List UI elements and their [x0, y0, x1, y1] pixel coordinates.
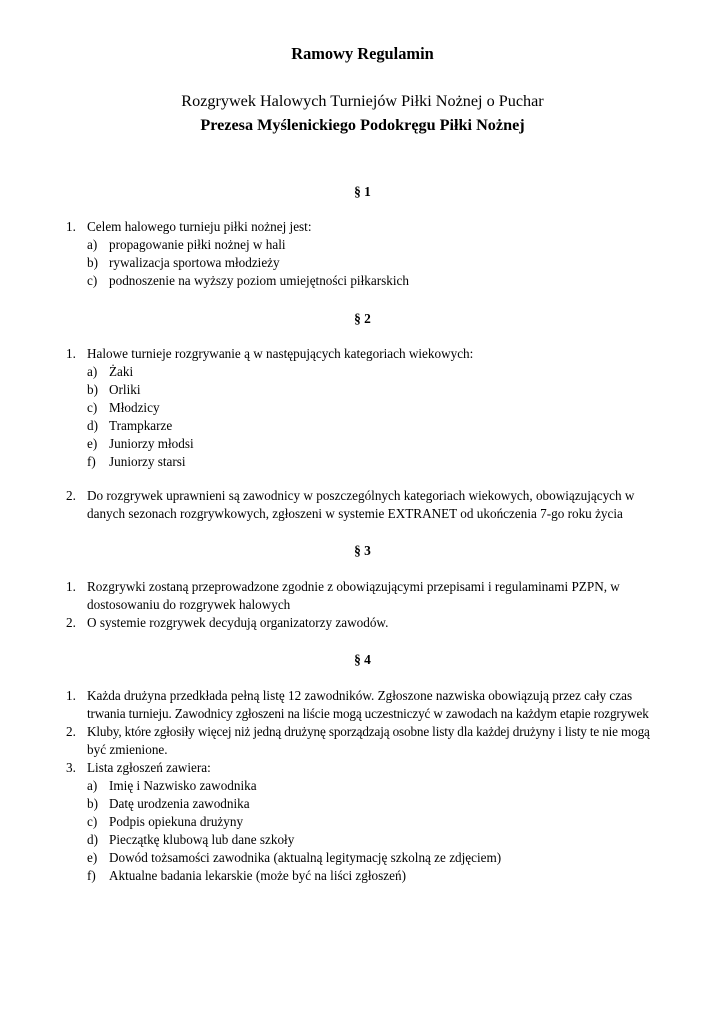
- sub-item-letter: b): [87, 796, 98, 811]
- sub-item-text: Orliki: [109, 382, 141, 397]
- sub-item-letter: b): [87, 382, 98, 397]
- item-text: Rozgrywki zostaną przeprowadzone zgodnie z obowiązującymi przepisami i regulaminami PZPN, w: [87, 579, 620, 594]
- section-heading-1: § 1: [354, 184, 371, 199]
- item-number: 1.: [66, 346, 76, 361]
- sub-item-text: podnoszenie na wyższy poziom umiejętności piłkarskich: [109, 273, 409, 288]
- sub-item-text: Młodzicy: [109, 400, 160, 415]
- sub-item-text: Juniorzy starsi: [109, 454, 186, 469]
- item-number: 2.: [66, 488, 76, 503]
- document-subtitle-line2: Prezesa Myślenickiego Podokręgu Piłki Nożnej: [200, 116, 525, 134]
- sub-item-letter: f): [87, 454, 96, 469]
- sub-item-text: Datę urodzenia zawodnika: [109, 796, 250, 811]
- item-text: trwania turnieju. Zawodnicy zgłoszeni na liście mogą uczestniczyć w zawodach na każdym etapie rozgrywek: [87, 706, 649, 721]
- sub-item-letter: b): [87, 255, 98, 270]
- sub-item-text: Żaki: [109, 364, 134, 379]
- item-number: 1.: [66, 688, 76, 703]
- sub-item-letter: d): [87, 832, 98, 847]
- sub-item-text: Podpis opiekuna drużyny: [109, 814, 244, 829]
- item-text: Do rozgrywek uprawnieni są zawodnicy w poszczególnych kategoriach wiekowych, obowiązujących w: [87, 488, 635, 503]
- sub-item-letter: c): [87, 400, 98, 415]
- item-number: 3.: [66, 760, 76, 775]
- sub-item-text: Dowód tożsamości zawodnika (aktualną legitymację szkolną ze zdjęciem): [109, 850, 502, 865]
- item-number: 1.: [66, 579, 76, 594]
- sub-item-letter: a): [87, 364, 98, 379]
- sub-item-text: Trampkarze: [109, 418, 173, 433]
- section-heading-3: § 3: [354, 543, 371, 558]
- section-heading-4: § 4: [354, 652, 371, 667]
- item-number: 2.: [66, 615, 76, 630]
- sub-item-letter: d): [87, 418, 98, 433]
- document-subtitle-line1: Rozgrywek Halowych Turniejów Piłki Nożnej o Puchar: [181, 92, 544, 110]
- sub-item-text: propagowanie piłki nożnej w hali: [109, 237, 286, 252]
- section-heading-2: § 2: [354, 311, 371, 326]
- document-title: Ramowy Regulamin: [291, 44, 434, 63]
- item-text: danych sezonach rozgrywkowych, zgłoszeni w systemie EXTRANET od ukończenia 7-go roku życia: [87, 506, 623, 521]
- item-text: Halowe turnieje rozgrywanie ą w następujących kategoriach wiekowych:: [87, 346, 474, 361]
- item-text: Lista zgłoszeń zawiera:: [87, 760, 211, 775]
- sub-item-letter: c): [87, 814, 98, 829]
- sub-item-text: Pieczątkę klubową lub dane szkoły: [109, 832, 295, 847]
- item-number: 2.: [66, 724, 76, 739]
- item-number: 1.: [66, 219, 76, 234]
- sub-item-text: Aktualne badania lekarskie (może być na liści zgłoszeń): [109, 868, 406, 883]
- sub-item-letter: f): [87, 868, 96, 883]
- item-text: Celem halowego turnieju piłki nożnej jest:: [87, 219, 312, 234]
- sub-item-letter: c): [87, 273, 98, 288]
- item-text: Kluby, które zgłosiły więcej niż jedną drużynę sporządzają osobne listy dla każdej drużyny i listy te nie mogą: [87, 724, 650, 739]
- item-text: Każda drużyna przedkłada pełną listę 12 zawodników. Zgłoszone nazwiska obowiązują przez cały czas: [87, 688, 633, 703]
- sub-item-letter: e): [87, 850, 98, 865]
- item-text: być zmienione.: [87, 742, 168, 757]
- sub-item-text: Imię i Nazwisko zawodnika: [109, 778, 257, 793]
- sub-item-letter: a): [87, 778, 98, 793]
- item-text: dostosowaniu do rozgrywek halowych: [87, 597, 291, 612]
- sub-item-letter: a): [87, 237, 98, 252]
- sub-item-text: Juniorzy młodsi: [109, 436, 194, 451]
- sub-item-text: rywalizacja sportowa młodzieży: [109, 255, 280, 270]
- item-text: O systemie rozgrywek decydują organizatorzy zawodów.: [87, 615, 389, 630]
- sub-item-letter: e): [87, 436, 98, 451]
